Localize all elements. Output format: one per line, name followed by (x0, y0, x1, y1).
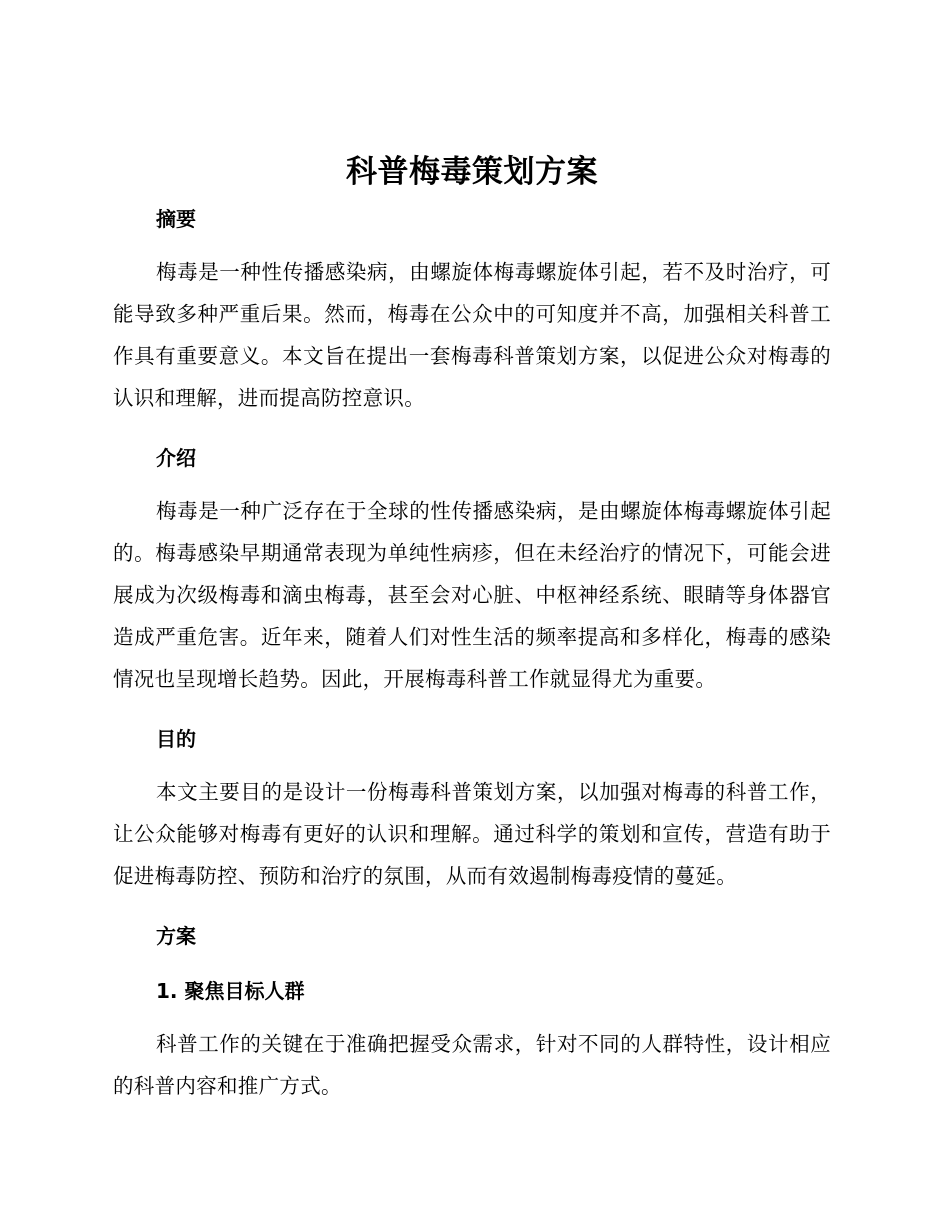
paragraph-abstract: 梅毒是一种性传播感染病，由螺旋体梅毒螺旋体引起，若不及时治疗，可能导致多种严重后果。然而，梅毒在公众中的可知度并不高，加强相关科普工作具有重要意义。本文旨在提出一套梅毒科普策划方案，以促进公众对梅毒的认识和理解，进而提高防控意识。 (113, 260, 831, 410)
subsection-heading-target-audience: 1. 聚焦目标人群 (156, 979, 305, 1003)
section-heading-intro: 介绍 (156, 446, 196, 470)
paragraph-purpose: 本文主要目的是设计一份梅毒科普策划方案，以加强对梅毒的科普工作，让公众能够对梅毒有更好的认识和理解。通过科学的策划和宣传，营造有助于促进梅毒防控、预防和治疗的氛围，从而有效遏制梅毒疫情的蔓延。 (113, 780, 831, 888)
section-heading-abstract: 摘要 (156, 207, 196, 231)
section-heading-purpose: 目的 (156, 727, 196, 751)
document-title: 科普梅毒策划方案 (346, 154, 598, 190)
document-body (113, 148, 831, 1107)
paragraph-target-audience: 科普工作的关键在于准确把握受众需求，针对不同的人群特性，设计相应的科普内容和推广方式。 (113, 1032, 831, 1098)
section-heading-plan: 方案 (156, 924, 196, 948)
paragraph-intro: 梅毒是一种广泛存在于全球的性传播感染病，是由螺旋体梅毒螺旋体引起的。梅毒感染早期通常表现为单纯性病疹，但在未经治疗的情况下，可能会进展成为次级梅毒和滴虫梅毒，甚至会对心脏、中枢神经系统、眼睛等身体器官造成严重危害。近年来，随着人们对性生活的频率提高和多样化，梅毒的感染情况也呈现增长趋势。因此，开展梅毒科普工作就显得尤为重要。 (113, 499, 831, 691)
